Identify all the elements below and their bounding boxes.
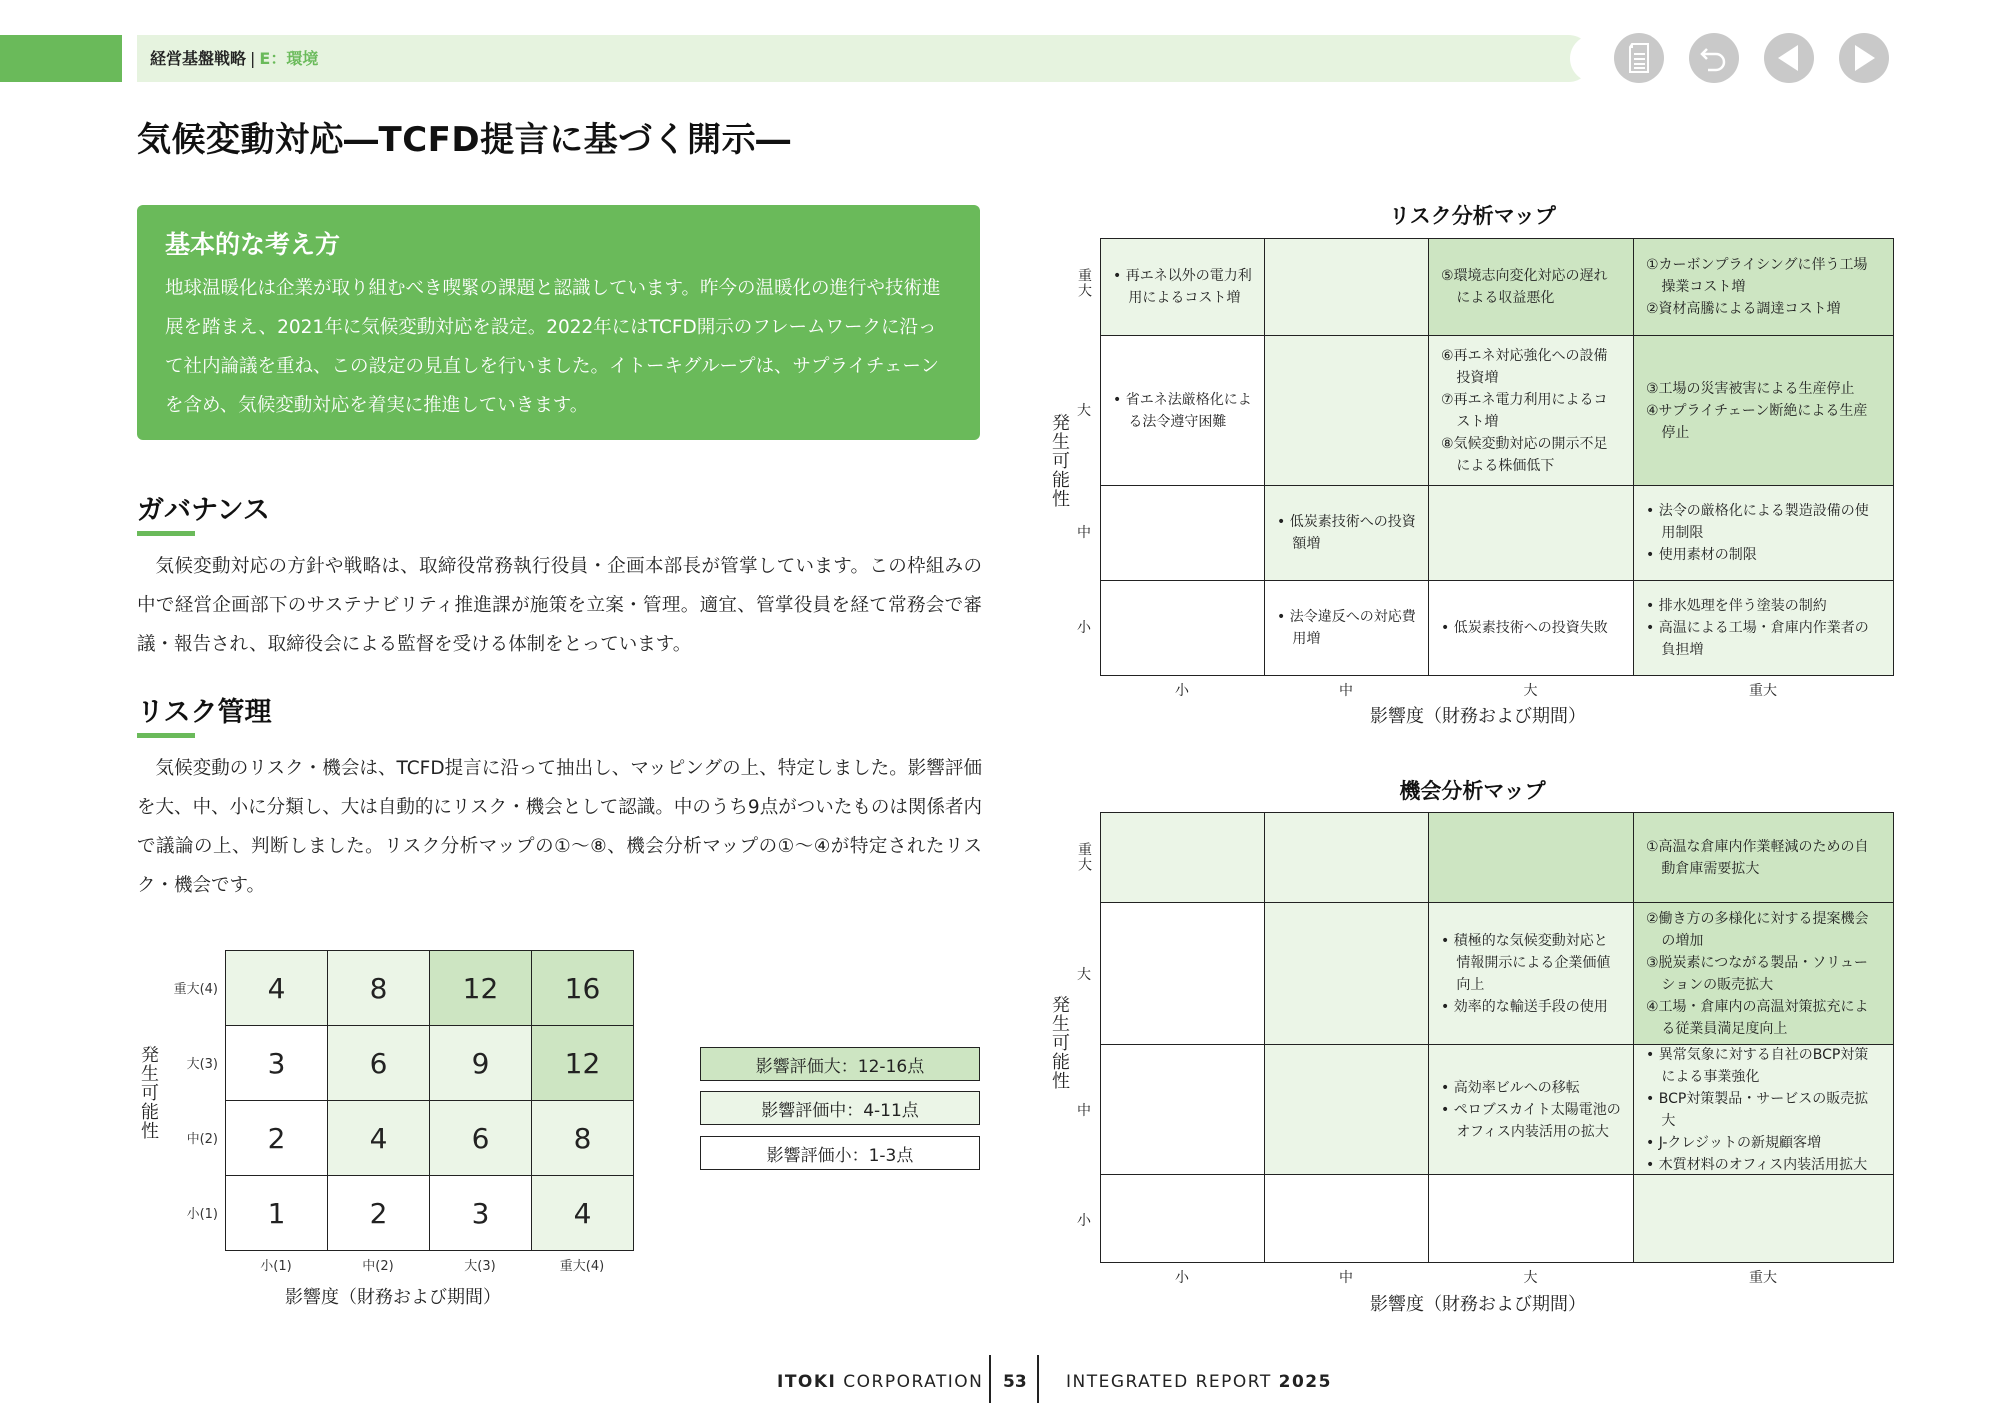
return-icon	[1699, 43, 1729, 73]
risk-map-cell	[1429, 581, 1634, 676]
risk-map-cell	[1429, 336, 1634, 486]
risk-item: • 法令違反への対応費用増	[1277, 609, 1416, 647]
risk-map-x-label: 重大	[1749, 683, 1777, 699]
score-matrix-x-label: 重大(4)	[559, 1259, 605, 1274]
page-title: 気候変動対応―TCFD提言に基づく開示―	[137, 120, 791, 160]
risk-item: ⑧気候変動対応の開示不足による株価低下	[1441, 435, 1608, 474]
opportunity-item: • 異常気象に対する自社のBCP対策による事業強化	[1646, 1046, 1869, 1085]
opportunity-map-x-axis-title: 影響度（財務および期間）	[1370, 1294, 1586, 1315]
risk-item: • 低炭素技術への投資失敗	[1441, 620, 1608, 636]
page-number: 53	[1003, 1372, 1027, 1392]
opportunity-map-cell	[1265, 1175, 1429, 1263]
opportunity-map-x-label: 重大	[1749, 1270, 1777, 1286]
next-page-button[interactable]	[1839, 33, 1889, 83]
opportunity-map-cell	[1634, 1175, 1894, 1263]
score-cell: 6	[430, 1101, 532, 1176]
score-cell: 4	[226, 951, 328, 1026]
risk-item: • 低炭素技術への投資額増	[1277, 514, 1416, 552]
basic-policy-box	[137, 205, 980, 440]
footer-company-rest: CORPORATION	[836, 1372, 984, 1392]
opportunity-item: • ペロブスカイト太陽電池のオフィス内装活用の拡大	[1441, 1101, 1621, 1140]
risk-management-heading-underline	[137, 733, 195, 738]
score-cell: 1	[226, 1176, 328, 1251]
opportunity-map-y-label: 中	[1077, 1103, 1091, 1119]
score-matrix-y-label: 小(1)	[186, 1207, 218, 1222]
risk-map-x-axis-title: 影響度（財務および期間）	[1370, 706, 1586, 727]
legend-low: 影響評価小：1-3点	[700, 1136, 980, 1170]
opportunity-map-cell	[1634, 903, 1894, 1045]
risk-management-text: 気候変動のリスク・機会は、TCFD提言に沿って抽出し、マッピングの上、特定しました。影響評価を大、中、小に分類し、大は自動的にリスク・機会として認識。中のうち9点がついたものは関係者内で議論の上、判断しました。リスク分析マップの①～⑧、機会分析マップの①～④が特定されたリスク・機会です。	[137, 758, 982, 896]
score-matrix-y-label: 大(3)	[186, 1057, 218, 1072]
opportunity-map-cell	[1101, 903, 1265, 1045]
risk-map-cell	[1265, 486, 1429, 581]
risk-map-cell	[1101, 239, 1265, 336]
contents-button[interactable]	[1614, 33, 1664, 83]
risk-map-cell	[1101, 581, 1265, 676]
risk-management-heading: リスク管理	[137, 697, 272, 728]
opportunity-map	[1100, 812, 1894, 1263]
risk-item: • 省エネ法厳格化による法令遵守困難	[1113, 391, 1252, 430]
footer-report	[1066, 1372, 1332, 1392]
score-cell: 6	[328, 1026, 430, 1101]
opportunity-map-cell	[1634, 1045, 1894, 1175]
risk-map-cell	[1429, 239, 1634, 336]
opportunity-map-title: 機会分析マップ	[1399, 779, 1546, 803]
score-matrix-y-label: 中(2)	[186, 1132, 218, 1147]
document-icon	[1626, 42, 1652, 74]
opportunity-map-y-label: 重大	[1076, 842, 1092, 872]
opportunity-map-x-label: 小	[1175, 1270, 1189, 1286]
governance-heading-underline	[137, 531, 195, 536]
score-cell: 3	[430, 1176, 532, 1251]
risk-map-cell	[1634, 581, 1894, 676]
risk-item: ④サプライチェーン断絶による生産停止	[1646, 402, 1868, 441]
opportunity-map-cell	[1429, 1045, 1634, 1175]
risk-map-cell	[1265, 239, 1429, 336]
opportunity-map-cell	[1429, 1175, 1634, 1263]
score-matrix-x-label: 小(1)	[260, 1259, 292, 1274]
risk-map-x-label: 大	[1523, 683, 1538, 699]
score-matrix-y-axis-title: 発生可能性	[138, 1045, 159, 1140]
opportunity-map-cell	[1101, 1175, 1265, 1263]
breadcrumb	[150, 46, 318, 69]
risk-map	[1100, 238, 1894, 676]
basic-policy-heading: 基本的な考え方	[165, 230, 341, 259]
risk-item: • 再エネ以外の電力利用によるコスト増	[1113, 268, 1252, 306]
opportunity-map-cell	[1101, 813, 1265, 903]
risk-item: • 法令の厳格化による製造設備の使用制限	[1646, 503, 1869, 541]
legend-medium: 影響評価中：4-11点	[700, 1091, 980, 1125]
opportunity-item: • 効率的な輸送手段の使用	[1441, 998, 1608, 1015]
opportunity-item: ④工場・倉庫内の高温対策拡充による従業員満足度向上	[1646, 998, 1869, 1037]
opportunity-map-x-label: 大	[1523, 1270, 1538, 1286]
score-cell: 16	[532, 951, 634, 1026]
risk-map-cell	[1101, 336, 1265, 486]
footer-divider	[989, 1355, 991, 1403]
opportunity-map-x-label: 中	[1339, 1270, 1353, 1286]
opportunity-map-cell	[1101, 1045, 1265, 1175]
breadcrumb-section[interactable]: 経営基盤戦略	[150, 49, 247, 68]
risk-item: • 使用素材の制限	[1646, 547, 1757, 563]
risk-map-y-label: 小	[1077, 620, 1091, 636]
header-band	[137, 35, 1592, 82]
opportunity-item: • 高効率ビルへの移転	[1441, 1079, 1580, 1096]
risk-item: • 排水処理を伴う塗装の制約	[1646, 598, 1827, 614]
score-cell: 2	[226, 1101, 328, 1176]
footer-company	[777, 1372, 983, 1392]
score-cell: 8	[532, 1101, 634, 1176]
risk-map-cell	[1101, 486, 1265, 581]
opportunity-map-cell	[1634, 813, 1894, 903]
risk-item: ⑤環境志向変化対応の遅れによる収益悪化	[1441, 268, 1608, 306]
breadcrumb-separator: |	[250, 49, 256, 68]
prev-page-icon	[1776, 43, 1802, 73]
score-cell: 4	[532, 1176, 634, 1251]
opportunity-map-cell	[1429, 813, 1634, 903]
score-cell: 12	[430, 951, 532, 1026]
previous-page-button[interactable]	[1764, 33, 1814, 83]
opportunity-map-cell	[1429, 903, 1634, 1045]
risk-item: ①カーボンプライシングに伴う工場操業コスト増	[1646, 257, 1868, 295]
footer-divider	[1037, 1355, 1039, 1403]
header-accent-block	[0, 35, 122, 82]
risk-map-cell	[1634, 336, 1894, 486]
risk-map-cell	[1265, 581, 1429, 676]
risk-item: ⑦再エネ電力利用によるコスト増	[1441, 391, 1608, 430]
opportunity-map-y-label: 小	[1077, 1213, 1091, 1229]
risk-map-cell	[1634, 239, 1894, 336]
score-cell: 12	[532, 1026, 634, 1101]
score-matrix-x-label: 中(2)	[362, 1259, 394, 1274]
risk-map-y-label: 中	[1077, 525, 1091, 541]
score-cell: 8	[328, 951, 430, 1026]
score-cell: 3	[226, 1026, 328, 1101]
score-matrix-x-label: 大(3)	[464, 1259, 496, 1274]
opportunity-item: ①高温な倉庫内作業軽減のための自動倉庫需要拡大	[1646, 838, 1869, 877]
basic-policy-text: 地球温暖化は企業が取り組むべき喫緊の課題と認識しています。昨今の温暖化の進行や技術進展を踏まえ、2021年に気候変動対応を設定。2022年にはTCFD開示のフレームワークに沿って社内論議を重ね、この設定の見直しを行いました。イトーキグループは、サプライチェーンを含め、気候変動対応を着実に推進していきます。	[165, 278, 941, 416]
footer-company-bold: ITOKI	[777, 1372, 837, 1392]
risk-map-cell	[1265, 336, 1429, 486]
score-cell: 2	[328, 1176, 430, 1251]
opportunity-map-y-axis-title: 発生可能性	[1049, 995, 1070, 1090]
opportunity-item: ②働き方の多様化に対する提案機会の増加	[1646, 910, 1869, 949]
risk-map-title: リスク分析マップ	[1389, 204, 1556, 228]
risk-map-y-label: 大	[1077, 403, 1091, 419]
opportunity-map-cell	[1265, 813, 1429, 903]
opportunity-map-y-label: 大	[1077, 967, 1091, 983]
risk-map-x-label: 小	[1175, 683, 1189, 699]
risk-item: ③工場の災害被害による生産停止	[1646, 380, 1855, 397]
risk-map-y-axis-title: 発生可能性	[1049, 413, 1070, 508]
governance-text: 気候変動対応の方針や戦略は、取締役常務執行役員・企画本部長が管掌しています。この枠組みの中で経営企画部下のサステナビリティ推進課が施策を立案・管理。適宜、管掌役員を経て常務会で審議・報告され、取締役会による監督を受ける体制をとっています。	[137, 556, 982, 655]
opportunity-map-cell	[1265, 903, 1429, 1045]
risk-map-y-label: 重大	[1076, 268, 1092, 298]
next-page-icon	[1851, 43, 1877, 73]
opportunity-item: • J-クレジットの新規顧客増	[1646, 1134, 1822, 1151]
opportunity-item: • 積極的な気候変動対応と情報開示による企業価値向上	[1441, 932, 1611, 993]
header-band-end	[1570, 35, 1620, 82]
footer-report-year: 2025	[1278, 1372, 1332, 1392]
breadcrumb-category[interactable]: E：環境	[259, 49, 319, 68]
opportunity-item: ③脱炭素につながる製品・ソリューションの販売拡大	[1646, 954, 1868, 993]
legend-high: 影響評価大：12-16点	[700, 1047, 980, 1081]
score-matrix	[225, 950, 634, 1251]
score-matrix-x-axis-title: 影響度（財務および期間）	[285, 1287, 501, 1308]
risk-map-x-label: 中	[1339, 683, 1353, 699]
risk-item: ⑥再エネ対応強化への設備投資増	[1441, 347, 1608, 386]
footer-report-rest: INTEGRATED REPORT	[1066, 1372, 1279, 1392]
risk-item: • 高温による工場・倉庫内作業者の負担増	[1646, 620, 1869, 658]
score-cell: 4	[328, 1101, 430, 1176]
risk-map-cell	[1429, 486, 1634, 581]
score-matrix-y-label: 重大(4)	[173, 982, 218, 997]
opportunity-map-cell	[1265, 1045, 1429, 1175]
score-cell: 9	[430, 1026, 532, 1101]
risk-map-cell	[1634, 486, 1894, 581]
governance-heading: ガバナンス	[137, 495, 270, 526]
return-button[interactable]	[1689, 33, 1739, 83]
opportunity-item: • 木質材料のオフィス内装活用拡大	[1646, 1156, 1868, 1173]
risk-item: ②資材高騰による調達コスト増	[1646, 301, 1841, 317]
opportunity-item: • BCP対策製品・サービスの販売拡大	[1646, 1090, 1869, 1129]
